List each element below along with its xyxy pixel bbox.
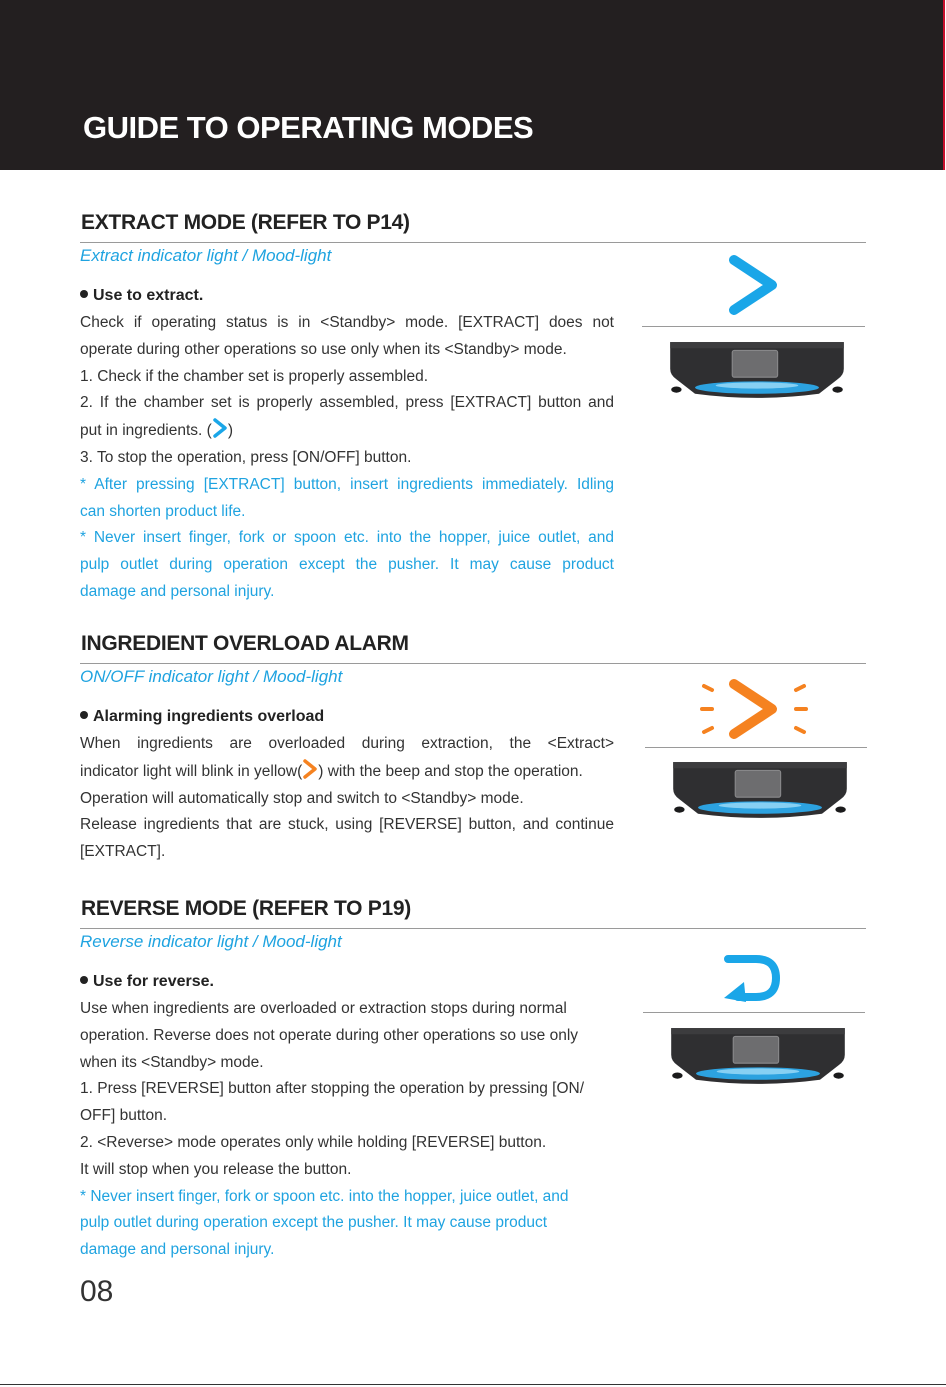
illustration-divider	[643, 1012, 865, 1013]
section-body	[80, 731, 614, 866]
section-subtitle: Extract indicator light / Mood-light	[80, 246, 332, 265]
body-line-text: indicator light will blink in yellow(	[80, 762, 303, 780]
bullet-heading	[80, 708, 324, 726]
body-line: Release ingredients that are stuck, using [REVERSE] button, and continue	[80, 816, 614, 834]
warning-note-line: damage and personal injury.	[80, 582, 275, 600]
blue-chevron-icon	[212, 417, 228, 439]
warning-note-line: pulp outlet during operation except the pusher. It may cause product	[80, 1214, 548, 1232]
juicer-base-illustration	[663, 340, 851, 402]
body-line-text: )	[227, 422, 233, 440]
body-line: When ingredients are overloaded during extraction, the <Extract>	[80, 735, 614, 752]
warning-note-line: * After pressing [EXTRACT] button, insert ingredients immediately. Idling	[80, 475, 614, 493]
warning-note-line: * Never insert finger, fork or spoon etc. into the hopper, juice outlet, and	[80, 1187, 569, 1205]
blinking-orange-chevron-icon	[698, 676, 810, 742]
section-body	[80, 310, 614, 606]
bullet-heading	[80, 287, 203, 305]
body-line: 1. Check if the chamber set is properly assembled.	[80, 367, 429, 385]
section-title: INGREDIENT OVERLOAD ALARM	[81, 632, 409, 655]
warning-note-line: can shorten product life.	[80, 502, 246, 520]
reverse-arrow-icon	[720, 952, 786, 1004]
body-line-text: ) with the beep and stop the operation.	[318, 762, 583, 780]
header-accent-bar	[943, 0, 945, 170]
page-header	[0, 0, 945, 170]
body-line: It will stop when you release the button.	[80, 1160, 352, 1178]
body-line: OFF] button.	[80, 1107, 168, 1125]
juicer-base-illustration	[666, 760, 854, 822]
bullet-heading	[80, 973, 214, 991]
body-line: operation. Reverse does not operate during other operations so use only	[80, 1026, 579, 1044]
bullet-text: Alarming ingredients overload	[93, 708, 325, 725]
body-line: 2. If the chamber set is properly assembled, press [EXTRACT] button and	[80, 394, 614, 412]
body-line: Check if operating status is in <Standby> mode. [EXTRACT] does not	[80, 314, 614, 331]
body-line: 2. <Reverse> mode operates only while holding [REVERSE] button.	[80, 1133, 547, 1151]
warning-note-line: damage and personal injury.	[80, 1241, 275, 1259]
blue-chevron-icon	[724, 253, 784, 317]
section-subtitle: ON/OFF indicator light / Mood-light	[80, 667, 343, 686]
section-divider	[80, 928, 866, 929]
body-line: Operation will automatically stop and switch to <Standby> mode.	[80, 789, 524, 807]
illustration-divider	[642, 326, 865, 327]
body-line: Use when ingredients are overloaded or extraction stops during normal	[80, 1000, 567, 1017]
body-line	[80, 417, 614, 445]
body-line: [EXTRACT].	[80, 843, 166, 861]
orange-chevron-icon	[302, 758, 318, 780]
body-line: 3. To stop the operation, press [ON/OFF] button.	[80, 448, 412, 466]
bullet-dot	[80, 290, 88, 298]
body-line: operate during other operations so use only when its <Standby> mode.	[80, 340, 567, 358]
section-divider	[80, 663, 866, 664]
body-line-text: put in ingredients. (	[80, 422, 212, 440]
section-title: EXTRACT MODE (REFER TO P14)	[81, 211, 410, 234]
section-divider	[80, 242, 866, 243]
illustration-divider	[645, 747, 867, 748]
body-line	[80, 758, 614, 786]
section-body	[80, 996, 614, 1264]
section-subtitle: Reverse indicator light / Mood-light	[80, 932, 342, 951]
body-line: when its <Standby> mode.	[80, 1053, 264, 1071]
page-title: GUIDE TO OPERATING MODES	[83, 110, 534, 145]
section-title: REVERSE MODE (REFER TO P19)	[81, 897, 411, 920]
body-line: 1. Press [REVERSE] button after stopping the operation by pressing [ON/	[80, 1080, 585, 1098]
juicer-base-illustration	[664, 1026, 852, 1088]
warning-note-line: * Never insert finger, fork or spoon etc. into the hopper, juice outlet, and	[80, 529, 614, 547]
bullet-dot	[80, 711, 88, 719]
bullet-dot	[80, 976, 88, 984]
warning-note-line: pulp outlet during operation except the pusher. It may cause product	[80, 556, 614, 574]
bullet-text: Use to extract.	[93, 287, 204, 304]
page-number: 08	[80, 1275, 114, 1308]
page-bottom-border	[0, 1384, 946, 1385]
bullet-text: Use for reverse.	[93, 973, 214, 990]
